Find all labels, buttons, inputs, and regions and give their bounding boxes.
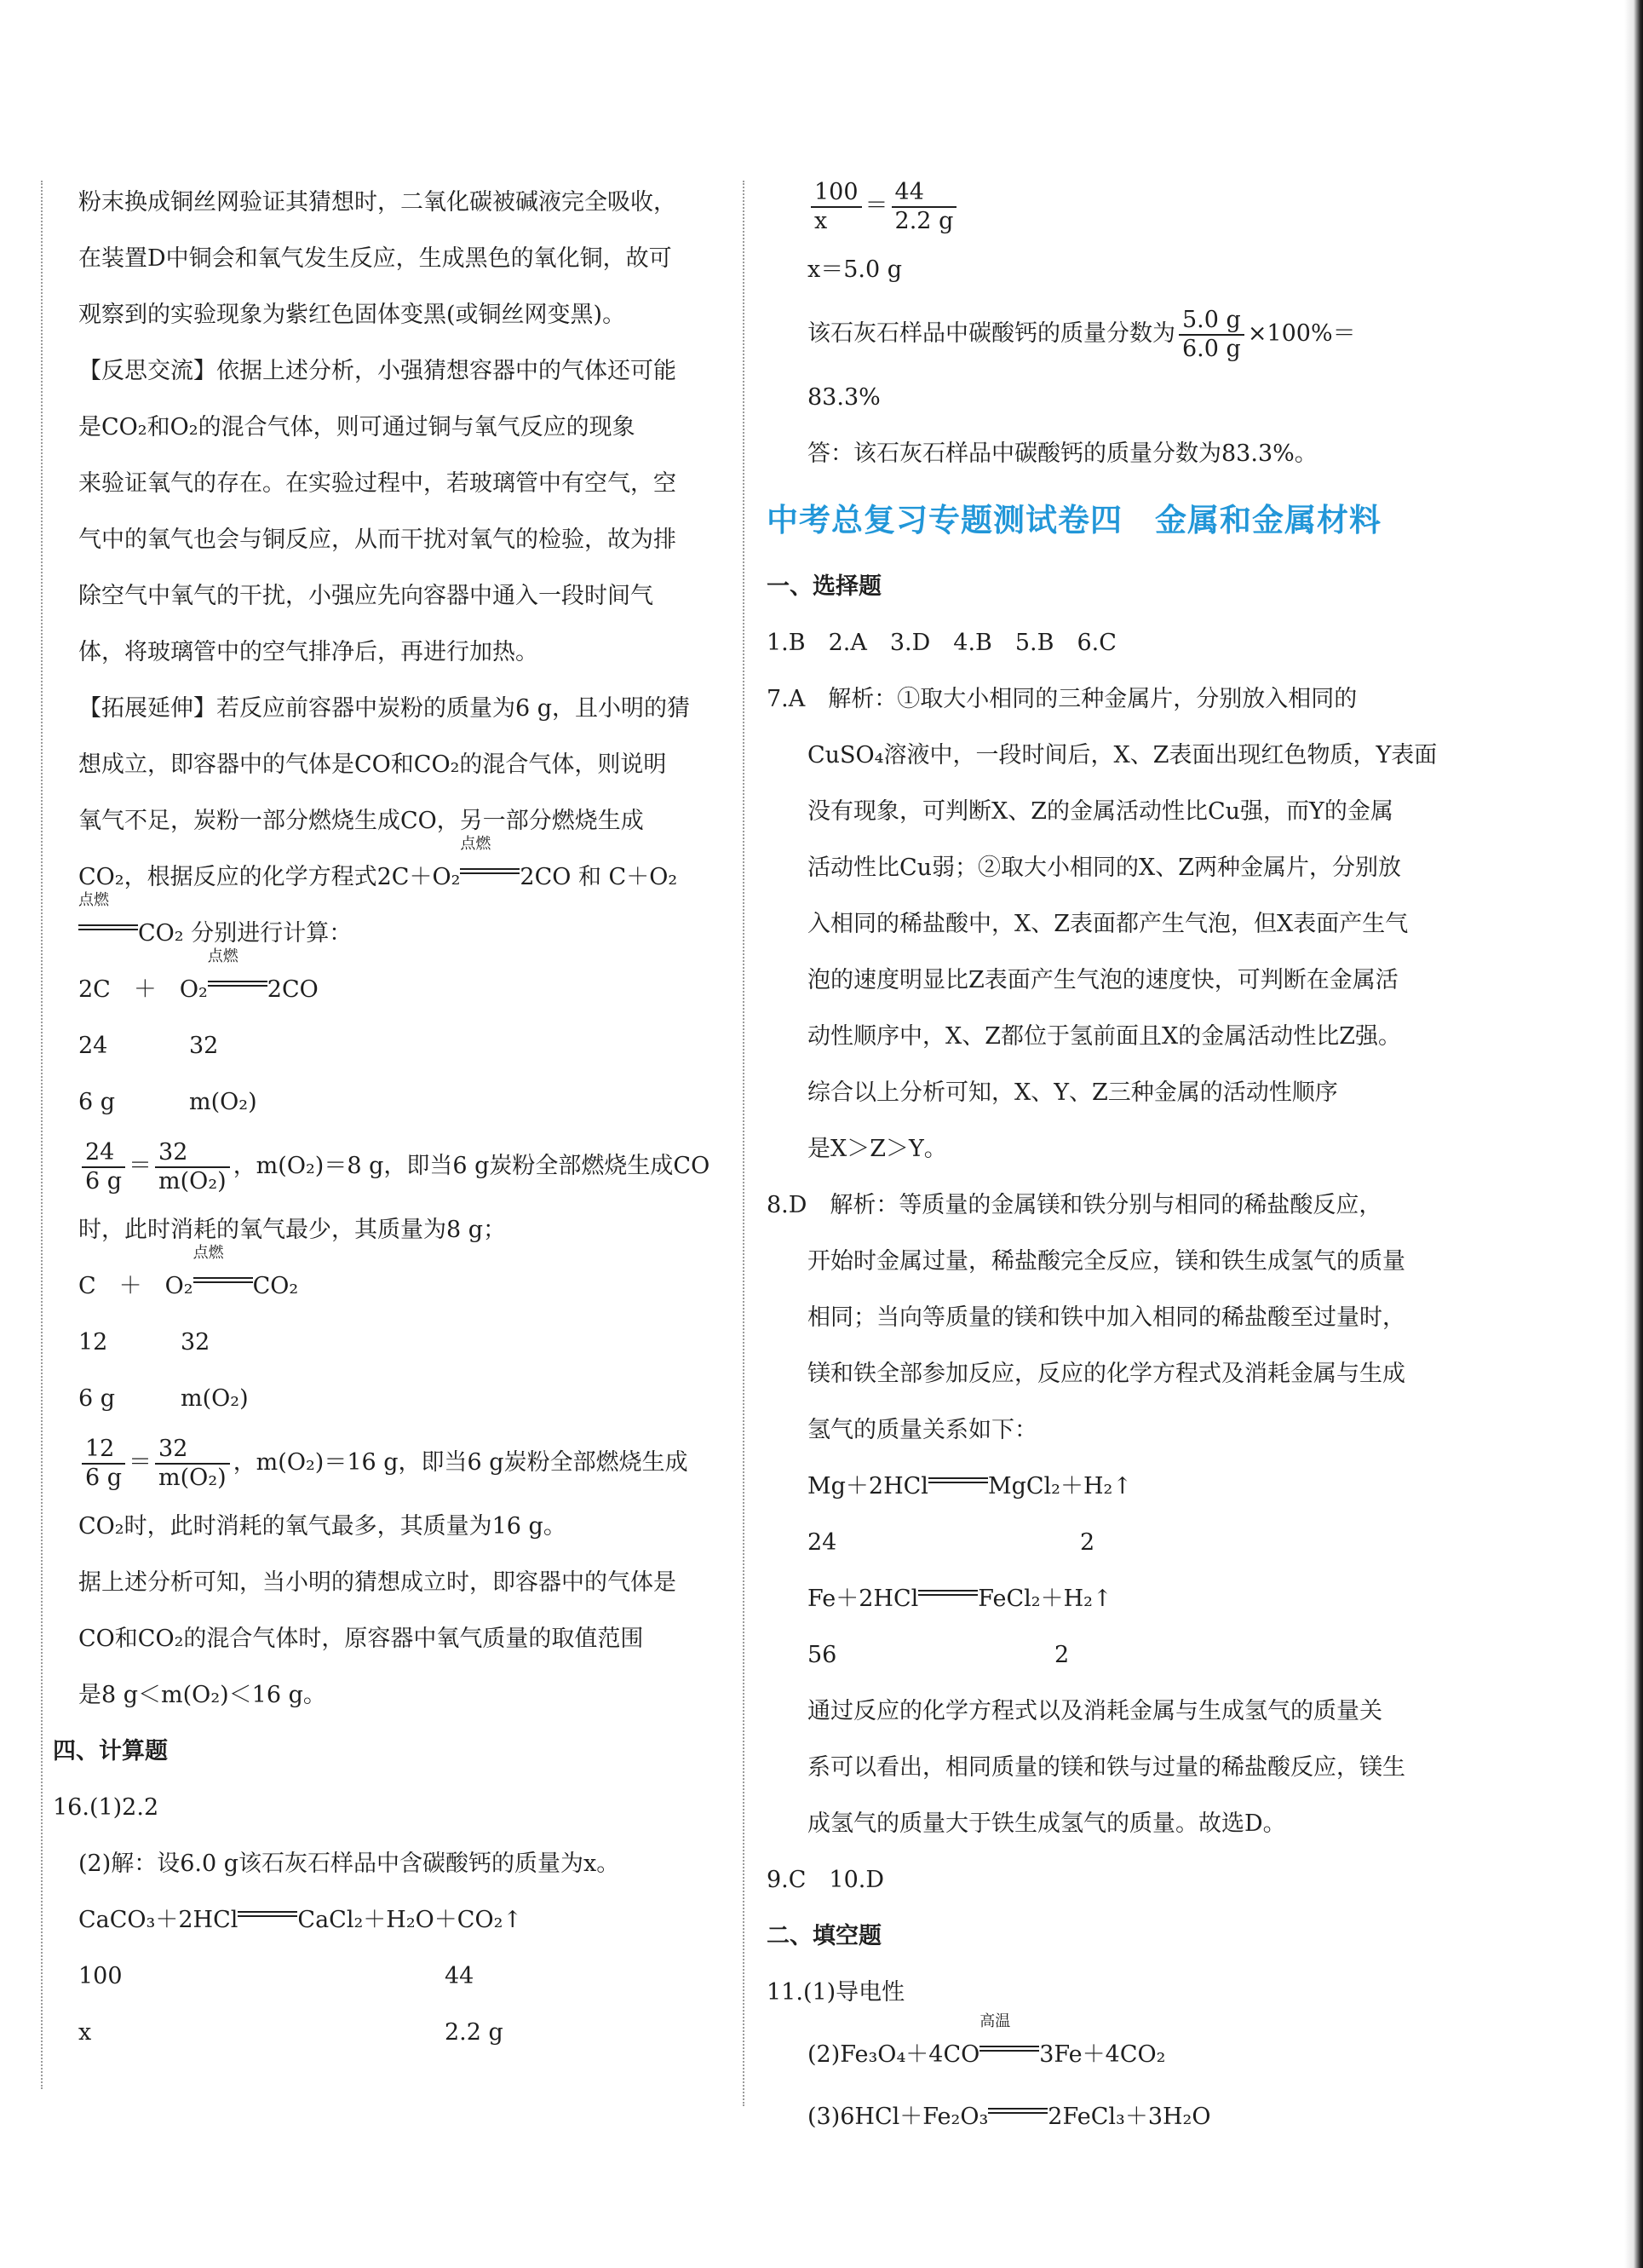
paragraph: 没有现象，可判断X、Z的金属活动性比Cu强，而Y的金属 bbox=[807, 798, 1393, 825]
equation: C ＋ O₂ 点燃 CO₂ bbox=[78, 1244, 299, 1299]
equation: 2C ＋ O₂ 点燃 2CO bbox=[78, 947, 319, 1003]
page-edge-shadow bbox=[1624, 0, 1643, 2268]
paragraph: 动性顺序中，X、Z都位于氢前面且X的金属活动性比Z强。 bbox=[807, 1023, 1401, 1050]
paragraph: 时，此时消耗的氧气最少，其质量为8 g； bbox=[78, 1217, 507, 1243]
equation-line: 点燃 CO₂ 分别进行计算： bbox=[78, 891, 353, 947]
paragraph: 在装置D中铜会和氧气发生反应，生成黑色的氧化铜，故可 bbox=[78, 245, 672, 272]
paragraph: 【拓展延伸】若反应前容器中炭粉的质量为6 g，且小明的猜 bbox=[78, 695, 691, 722]
mass-row: 6 g m(O₂) bbox=[78, 1385, 249, 1412]
mass-row: 12 32 bbox=[78, 1329, 210, 1356]
mass-row: 56 2 bbox=[807, 1642, 1070, 1668]
proportion: $\frac{12}{6 g}$ ＝ $\frac{32}{\text{m(O₂)}}$ ，m(O₂)＝16 g，即当6 g炭粉全部燃烧生成 bbox=[53, 1427, 726, 1499]
reaction-condition: 点燃 bbox=[208, 965, 267, 997]
mass-row: x 2.2 g bbox=[78, 2019, 503, 2046]
paragraph: 据上述分析可知，当小明的猜想成立时，即容器中的气体是 bbox=[78, 1569, 676, 1596]
equation: (3)6HCl＋Fe₂O₃ 2FeCl₃＋3H₂O bbox=[767, 2089, 1456, 2145]
reaction-condition: 高温 bbox=[979, 2030, 1039, 2062]
answer-item: 9.C 10.D bbox=[767, 1867, 885, 1893]
paragraph: 活动性比Cu弱；②取大小相同的X、Z两种金属片，分别放 bbox=[807, 855, 1402, 881]
reaction-equals bbox=[928, 1462, 988, 1494]
paragraph: 除空气中氧气的干扰，小强应先向容器中通入一段时间气 bbox=[78, 583, 653, 609]
paragraph: 是CO₂和O₂的混合气体，则可通过铜与氧气反应的现象 bbox=[78, 414, 635, 440]
answer-item: 11.(1)导电性 bbox=[767, 1979, 905, 2006]
reaction-equals bbox=[238, 1896, 297, 1927]
paragraph: 入相同的稀盐酸中，X、Z表面都产生气泡，但X表面产生气 bbox=[807, 911, 1409, 937]
paragraph: 成氢气的质量大于铁生成氢气的质量。故选D。 bbox=[807, 1810, 1286, 1837]
mass-row: 100 44 bbox=[78, 1963, 474, 1989]
percentage-line: 该石灰石样品中碳酸钙的质量分数为 $\frac{5.0 g}{6.0 g}$ ×100%＝ bbox=[807, 307, 1356, 362]
equation: (2)Fe₃O₄＋4CO 高温 3Fe＋4CO₂ bbox=[807, 2012, 1166, 2068]
reaction-equals bbox=[918, 1574, 978, 1606]
paragraph: 氧气不足，炭粉一部分燃烧生成CO，另一部分燃烧生成 bbox=[78, 808, 644, 834]
paragraph: 观察到的实验现象为紫红色固体变黑(或铜丝网变黑)。 bbox=[78, 302, 626, 328]
test-title: 中考总复习专题测试卷四 金属和金属材料 bbox=[767, 502, 1382, 538]
left-column bbox=[53, 175, 726, 2061]
paragraph: 通过反应的化学方程式以及消耗金属与生成氢气的质量关 bbox=[807, 1698, 1382, 1724]
reaction-condition: 点燃 bbox=[193, 1262, 253, 1293]
paragraph: 想成立，即容器中的气体是CO和CO₂的混合气体，则说明 bbox=[78, 751, 667, 778]
paragraph: 是X＞Z＞Y。 bbox=[807, 1136, 947, 1162]
equation: CaCO₃＋2HCl CaCl₂＋H₂O＋CO₂↑ bbox=[53, 1892, 726, 1949]
equation: Fe＋2HCl FeCl₂＋H₂↑ bbox=[767, 1571, 1456, 1627]
result: x＝5.0 g bbox=[807, 256, 903, 283]
paragraph: 相同；当向等质量的镁和铁中加入相同的稀盐酸至过量时， bbox=[807, 1304, 1405, 1331]
section-heading: 二、填空题 bbox=[767, 1923, 882, 1949]
paragraph: 【反思交流】依据上述分析，小强猜想容器中的气体还可能 bbox=[78, 358, 676, 384]
answer-item: 1.B 2.A 3.D 4.B 5.B 6.C bbox=[767, 630, 1117, 656]
paragraph: 粉末换成铜丝网验证其猜想时，二氧化碳被碱液完全吸收， bbox=[78, 189, 676, 216]
left-margin-rule bbox=[41, 181, 43, 2089]
proportion: $\frac{24}{6 g}$ ＝ $\frac{32}{\text{m(O₂)}}$ ，m(O₂)＝8 g，即当6 g炭粉全部燃烧生成CO bbox=[53, 1131, 726, 1202]
reaction-condition: 点燃 bbox=[78, 909, 138, 941]
answer-item: 7.A 解析：①取大小相同的三种金属片，分别放入相同的 bbox=[767, 686, 1358, 712]
paragraph: CuSO₄溶液中，一段时间后，X、Z表面出现红色物质，Y表面 bbox=[807, 742, 1438, 768]
section-heading: 一、选择题 bbox=[767, 573, 882, 600]
equation: Mg＋2HCl MgCl₂＋H₂↑ bbox=[767, 1459, 1456, 1515]
paragraph: 体，将玻璃管中的空气排净后，再进行加热。 bbox=[78, 639, 538, 665]
paragraph: 系可以看出，相同质量的镁和铁与过量的稀盐酸反应，镁生 bbox=[807, 1754, 1405, 1781]
paragraph: 氢气的质量关系如下： bbox=[807, 1417, 1037, 1443]
mass-row: 6 g m(O₂) bbox=[78, 1089, 257, 1115]
answer-item: 16.(1)2.2 bbox=[53, 1794, 159, 1821]
reaction-equals bbox=[988, 2092, 1048, 2124]
paragraph: 是8 g＜m(O₂)＜16 g。 bbox=[78, 1682, 326, 1708]
answer-statement: 答：该石灰石样品中碳酸钙的质量分数为83.3%。 bbox=[807, 440, 1318, 467]
section-heading: 四、计算题 bbox=[53, 1738, 168, 1764]
mass-row: 24 32 bbox=[78, 1033, 219, 1059]
paragraph: 综合以上分析可知，X、Y、Z三种金属的活动性顺序 bbox=[807, 1079, 1338, 1106]
paragraph: 泡的速度明显比Z表面产生气泡的速度快，可判断在金属活 bbox=[807, 967, 1399, 993]
paragraph: 来验证氧气的存在。在实验过程中，若玻璃管中有空气，空 bbox=[78, 470, 676, 497]
paragraph: 气中的氧气也会与铜反应，从而干扰对氧气的检验，故为排 bbox=[78, 527, 676, 553]
equation-line: CO₂，根据反应的化学方程式2C＋O₂ 点燃 2CO 和 C＋O₂ bbox=[78, 835, 678, 890]
reaction-condition: 点燃 bbox=[460, 853, 520, 884]
paragraph: CO和CO₂的混合气体时，原容器中氧气质量的取值范围 bbox=[78, 1626, 644, 1652]
paragraph: CO₂时，此时消耗的氧气最多，其质量为16 g。 bbox=[78, 1513, 566, 1540]
right-column bbox=[767, 170, 1456, 2145]
answer-item: 8.D 解析：等质量的金属镁和铁分别与相同的稀盐酸反应， bbox=[767, 1192, 1382, 1218]
result: 83.3% bbox=[807, 384, 881, 411]
paragraph: (2)解：设6.0 g该石灰石样品中含碳酸钙的质量为x。 bbox=[78, 1851, 620, 1877]
column-divider bbox=[743, 181, 744, 2106]
mass-row: 24 2 bbox=[807, 1529, 1095, 1556]
paragraph: 开始时金属过量，稀盐酸完全反应，镁和铁生成氢气的质量 bbox=[807, 1248, 1405, 1275]
paragraph: 镁和铁全部参加反应，反应的化学方程式及消耗金属与生成 bbox=[807, 1361, 1405, 1387]
proportion: $\frac{100}{x}$ ＝ $\frac{44}{2.2 g}$ bbox=[767, 170, 1456, 242]
